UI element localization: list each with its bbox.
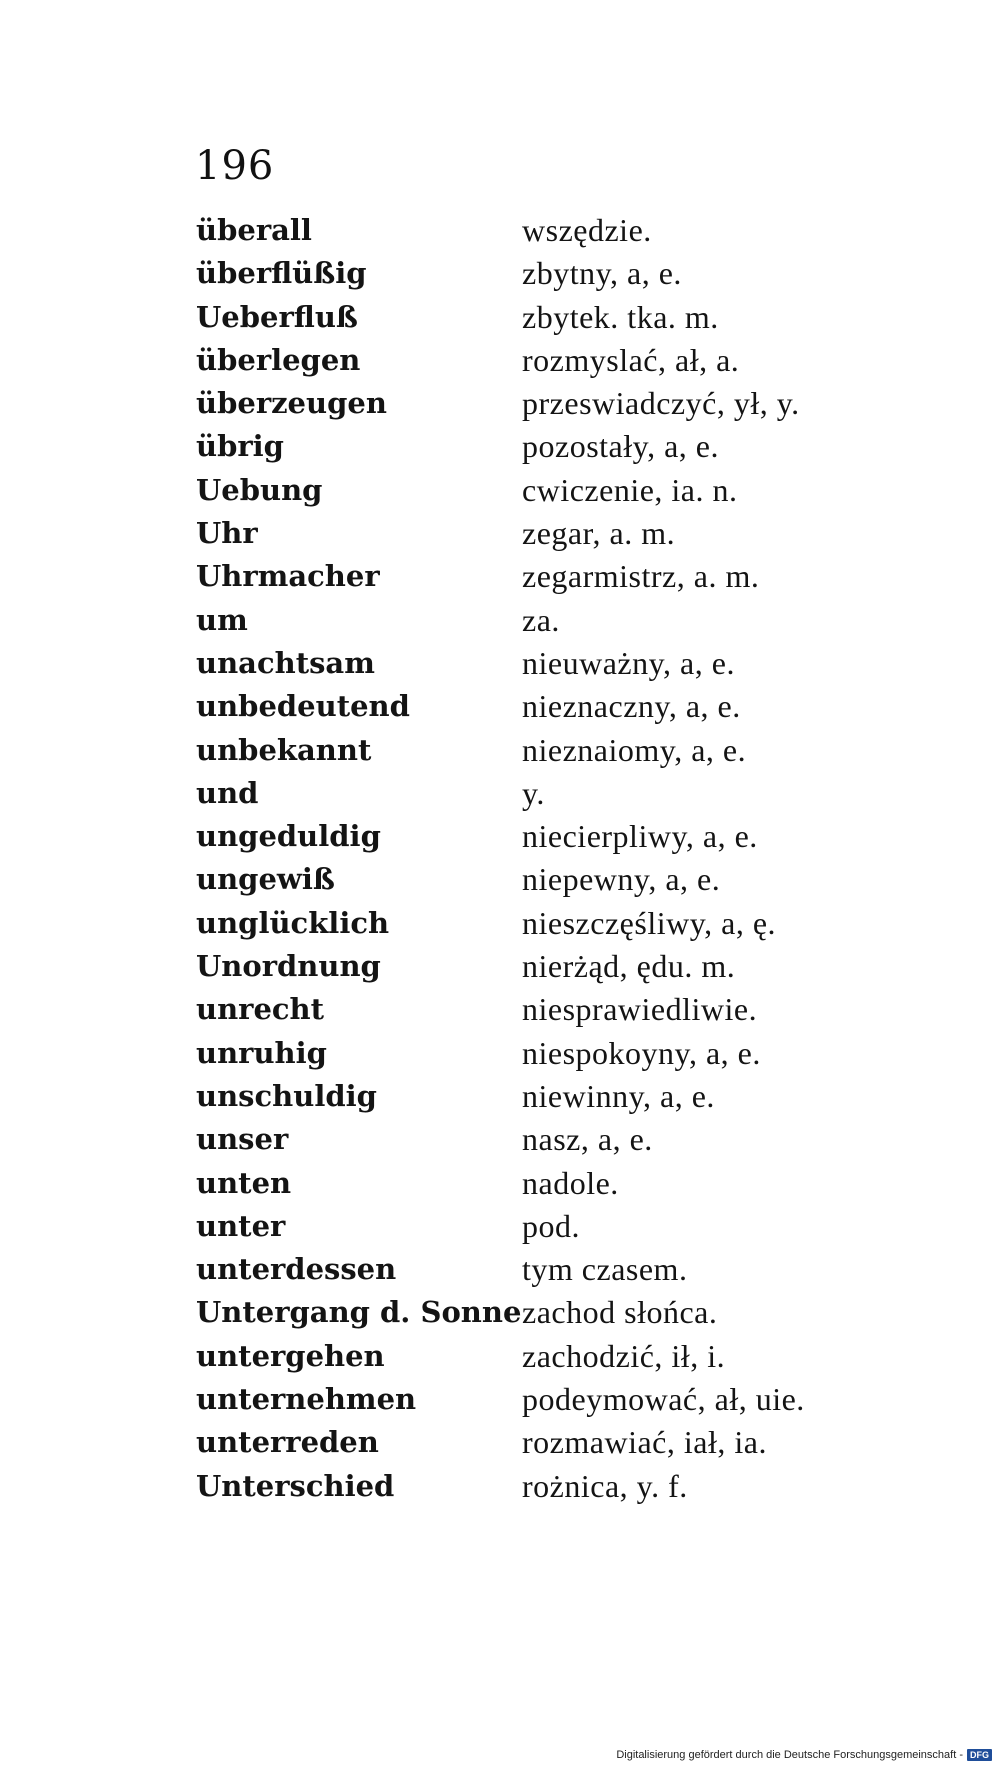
polish-translation: zachod słońca.	[522, 1294, 718, 1331]
german-headword: unterreden	[196, 1425, 379, 1460]
german-headword: überall	[196, 213, 312, 247]
polish-translation: rozmawiać, iał, ia.	[522, 1424, 767, 1461]
german-headword: untergehen	[196, 1338, 385, 1373]
dictionary-entry	[0, 1119, 1000, 1162]
polish-translation: niepewny, a, e.	[522, 861, 721, 898]
polish-translation: nieszczęśliwy, a, ę.	[522, 904, 777, 941]
german-headword: unachtsam	[196, 645, 375, 680]
german-headword: übrig	[196, 429, 284, 464]
polish-translation: pod.	[522, 1207, 580, 1244]
dictionary-entry	[0, 643, 1000, 686]
german-headword: überflüßig	[196, 256, 367, 291]
dictionary-entry	[0, 773, 1000, 816]
german-headword: Unterschied	[196, 1468, 395, 1503]
polish-translation: nasz, a, e.	[522, 1121, 653, 1158]
german-headword: unbekannt	[196, 732, 372, 767]
german-headword: um	[196, 602, 248, 637]
dictionary-entry	[0, 1249, 1000, 1292]
polish-translation: zbytek. tka. m.	[522, 298, 719, 335]
polish-translation: nieznaczny, a, e.	[522, 688, 741, 725]
german-headword: ungeduldig	[196, 819, 381, 854]
german-headword: Uebung	[196, 472, 323, 507]
german-headword: unruhig	[196, 1035, 327, 1070]
polish-translation: nadole.	[522, 1164, 619, 1201]
polish-translation: nierżąd, ędu. m.	[522, 948, 736, 985]
dictionary-entry	[0, 859, 1000, 902]
polish-translation: za.	[522, 601, 560, 638]
german-headword: unter	[196, 1208, 286, 1243]
polish-translation: niesprawiedliwie.	[522, 991, 758, 1028]
dfg-logo-badge: DFG	[967, 1749, 992, 1761]
dictionary-entry	[0, 297, 1000, 340]
german-headword: Ueberfluß	[196, 299, 358, 334]
polish-translation: rozmyslać, ał, a.	[522, 341, 740, 378]
dictionary-entry	[0, 470, 1000, 513]
polish-translation: niewinny, a, e.	[522, 1077, 715, 1114]
german-headword: Uhrmacher	[196, 559, 380, 594]
dictionary-entry	[0, 903, 1000, 946]
dictionary-entry	[0, 1076, 1000, 1119]
polish-translation: niecierpliwy, a, e.	[522, 818, 758, 855]
german-headword: ungewiß	[196, 862, 335, 897]
dictionary-entry	[0, 816, 1000, 859]
polish-translation: zachodzić, ił, i.	[522, 1337, 726, 1374]
german-headword: unschuldig	[196, 1078, 377, 1113]
footer-text: Digitalisierung gefördert durch die Deutsche Forschungsgemeinschaft -	[616, 1749, 963, 1761]
german-headword: unten	[196, 1165, 292, 1200]
dictionary-entry	[0, 426, 1000, 469]
polish-translation: niespokoyny, a, e.	[522, 1034, 761, 1071]
german-headword: Unordnung	[196, 949, 381, 984]
polish-translation: podeymować, ał, uie.	[522, 1381, 805, 1418]
dictionary-entry	[0, 1033, 1000, 1076]
polish-translation: zbytny, a, e.	[522, 255, 682, 292]
dictionary-entry	[0, 253, 1000, 296]
page-number: 196	[195, 143, 275, 189]
entry-list	[0, 210, 1000, 1509]
dictionary-entry	[0, 1466, 1000, 1509]
german-headword: unternehmen	[196, 1382, 417, 1417]
polish-translation: pozostały, a, e.	[522, 428, 719, 465]
dictionary-entry	[0, 989, 1000, 1032]
german-headword: Uhr	[196, 516, 258, 551]
polish-translation: nieznaiomy, a, e.	[522, 731, 747, 768]
german-headword: und	[196, 775, 259, 810]
dictionary-entry	[0, 210, 1000, 253]
dictionary-entry	[0, 383, 1000, 426]
dictionary-entry	[0, 686, 1000, 729]
digitization-footer	[616, 1748, 992, 1762]
polish-translation: tym czasem.	[522, 1251, 688, 1288]
polish-translation: cwiczenie, ia. n.	[522, 471, 738, 508]
dictionary-entry	[0, 1336, 1000, 1379]
german-headword: unterdessen	[196, 1252, 397, 1287]
dictionary-entry	[0, 1163, 1000, 1206]
dictionary-entry	[0, 1379, 1000, 1422]
german-headword: unser	[196, 1122, 289, 1157]
dictionary-entry	[0, 1422, 1000, 1465]
dictionary-entry	[0, 556, 1000, 599]
german-headword: überlegen	[196, 342, 361, 377]
dictionary-entry	[0, 340, 1000, 383]
german-headword: unbedeutend	[196, 689, 410, 724]
polish-translation: nieuważny, a, e.	[522, 644, 735, 681]
polish-translation: y.	[522, 774, 545, 811]
dictionary-entry	[0, 513, 1000, 556]
polish-translation: wszędzie.	[522, 212, 652, 248]
german-headword: Untergang d. Sonne	[196, 1295, 522, 1330]
dictionary-entry	[0, 1292, 1000, 1335]
polish-translation: zegarmistrz, a. m.	[522, 558, 760, 595]
german-headword: unglücklich	[196, 905, 390, 940]
dictionary-entry	[0, 1206, 1000, 1249]
polish-translation: przeswiadczyć, ył, y.	[522, 385, 800, 422]
dictionary-entry	[0, 946, 1000, 989]
dictionary-entry	[0, 600, 1000, 643]
dictionary-entry	[0, 730, 1000, 773]
polish-translation: rożnica, y. f.	[522, 1467, 688, 1504]
polish-translation: zegar, a. m.	[522, 515, 676, 552]
german-headword: unrecht	[196, 992, 325, 1027]
german-headword: überzeugen	[196, 386, 387, 421]
